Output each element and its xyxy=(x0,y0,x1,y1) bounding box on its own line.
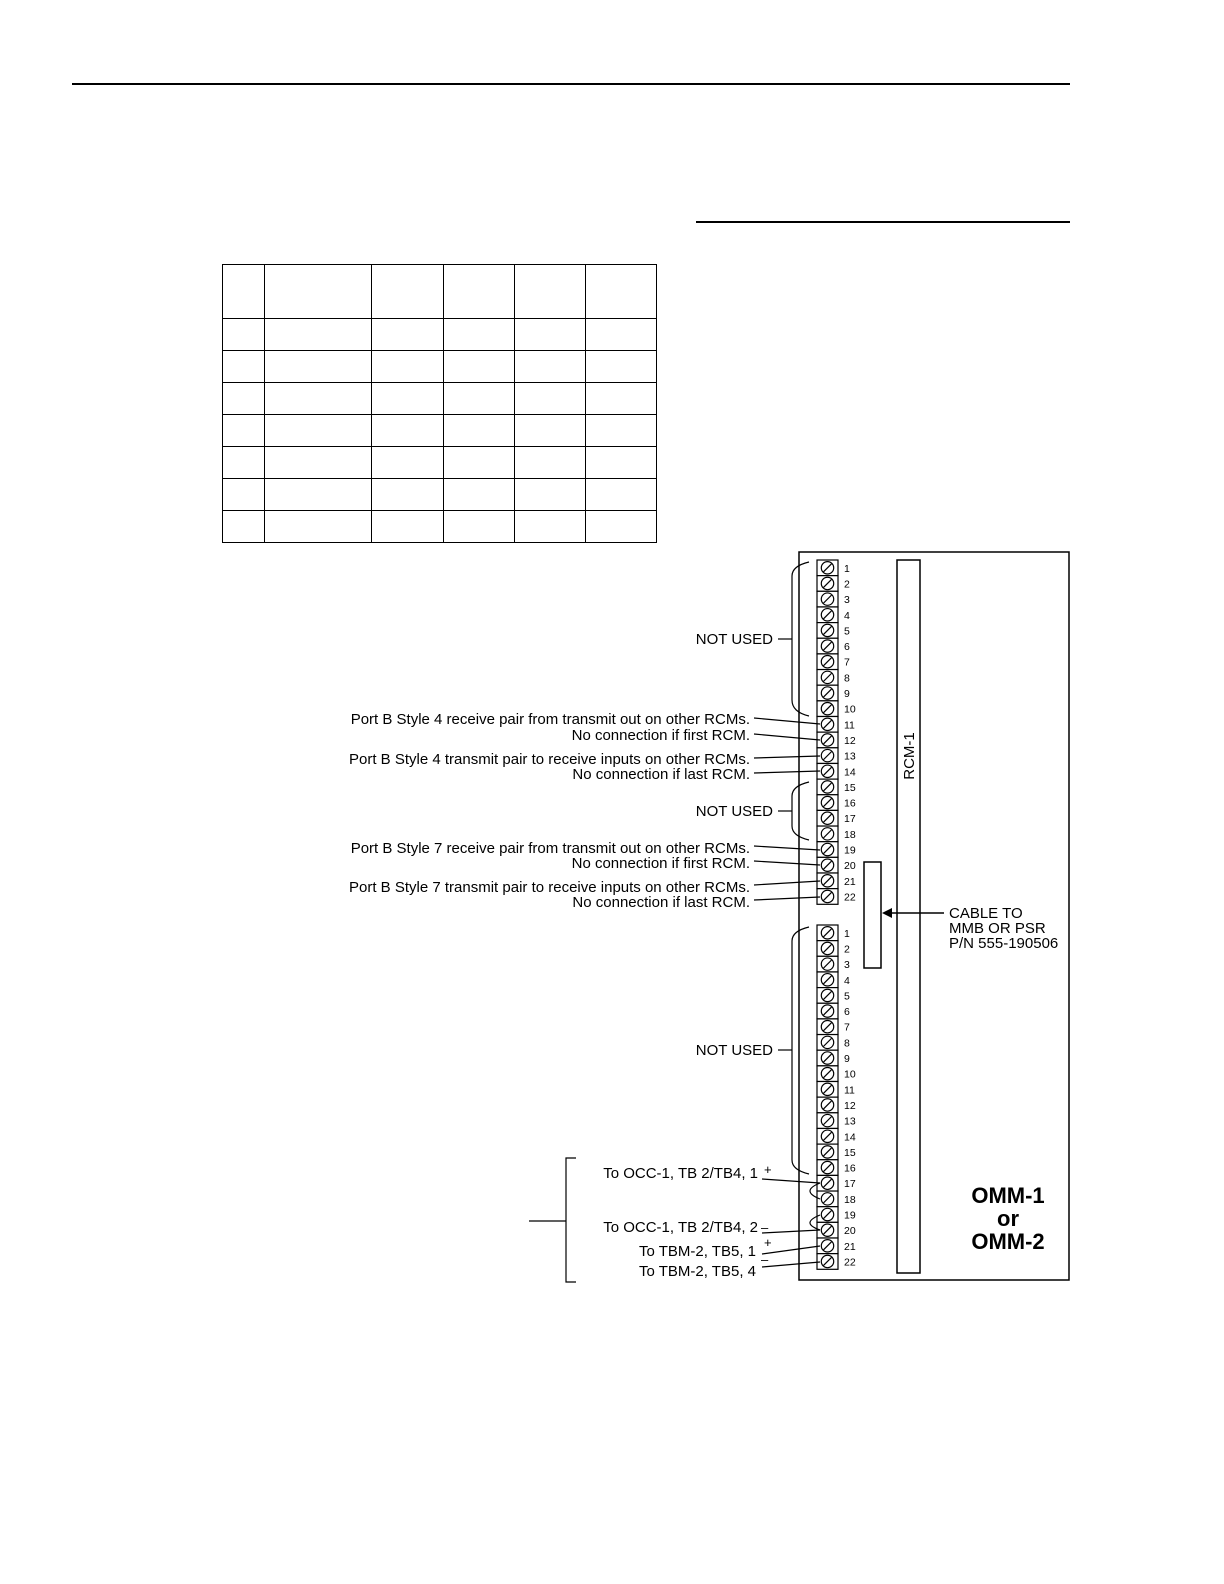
terminal-number: 22 xyxy=(844,1256,856,1269)
lower-terminal xyxy=(817,1113,856,1129)
polarity-minus-2: – xyxy=(761,1252,769,1267)
terminal-number: 3 xyxy=(844,959,850,972)
terminal-number: 11 xyxy=(844,1084,855,1097)
lower-terminal-block xyxy=(817,925,856,1269)
terminal-number: 14 xyxy=(844,766,856,779)
label-lower-t20: To OCC-1, TB 2/TB4, 2 xyxy=(603,1219,758,1236)
polarity-plus-1: + xyxy=(764,1162,772,1177)
upper-terminal xyxy=(817,748,856,764)
terminal-number: 10 xyxy=(844,1068,856,1081)
polarity-minus-1: – xyxy=(761,1220,769,1235)
upper-terminal xyxy=(817,560,850,576)
upper-terminal xyxy=(817,795,856,811)
terminal-number: 2 xyxy=(844,943,850,956)
terminal-number: 12 xyxy=(844,1099,856,1112)
upper-terminal xyxy=(817,857,856,873)
terminal-number: 5 xyxy=(844,625,850,638)
module-title-line3: OMM-2 xyxy=(971,1229,1045,1254)
terminal-number: 8 xyxy=(844,672,850,685)
label-lower-t22: To TBM-2, TB5, 4 xyxy=(639,1263,756,1280)
lower-terminal xyxy=(817,1050,850,1066)
upper-terminal xyxy=(817,670,850,686)
upper-terminal xyxy=(817,732,856,748)
terminal-number: 3 xyxy=(844,594,850,607)
lower-terminal xyxy=(817,1066,856,1082)
terminal-number: 4 xyxy=(844,609,850,622)
lower-terminal xyxy=(817,1160,856,1176)
lower-terminal xyxy=(817,1097,856,1113)
terminal-number: 1 xyxy=(844,562,850,575)
terminal-number: 7 xyxy=(844,1021,850,1034)
terminal-number: 13 xyxy=(844,750,856,763)
module-title-line1: OMM-1 xyxy=(971,1183,1045,1208)
lower-terminal xyxy=(817,1128,856,1144)
terminal-number: 9 xyxy=(844,688,850,701)
terminal-number: 14 xyxy=(844,1131,856,1144)
upper-terminal xyxy=(817,607,850,623)
cable-label-line3: P/N 555-190506 xyxy=(949,935,1059,952)
cable-arrow-head xyxy=(882,908,892,918)
terminal-number: 6 xyxy=(844,1006,850,1019)
lower-terminal xyxy=(817,972,850,988)
lower-terminal xyxy=(817,941,850,957)
rcm-label: RCM-1 xyxy=(901,732,918,780)
terminal-number: 21 xyxy=(844,1240,856,1253)
label-t12: No connection if first RCM. xyxy=(571,727,750,744)
terminal-number: 16 xyxy=(844,1162,856,1175)
terminal-number: 19 xyxy=(844,1209,856,1222)
upper-terminal xyxy=(817,701,856,717)
cable-label-line2: MMB OR PSR xyxy=(949,920,1046,937)
label-t21: Port B Style 7 transmit pair to receive inputs on other RCMs. xyxy=(349,879,750,896)
module-title-line2: or xyxy=(997,1206,1019,1231)
label-lower-t17: To OCC-1, TB 2/TB4, 1 xyxy=(603,1165,758,1182)
bracket-upper-15-18 xyxy=(792,782,809,840)
lower-terminal xyxy=(817,1144,856,1160)
terminal-number: 22 xyxy=(844,891,856,904)
not-used-label-1: NOT USED xyxy=(695,631,773,648)
label-t20: No connection if first RCM. xyxy=(571,855,750,872)
upper-terminal xyxy=(817,763,856,779)
bracket-lower-1-16 xyxy=(792,927,809,1174)
terminal-number: 11 xyxy=(844,719,855,732)
terminal-number: 4 xyxy=(844,974,850,987)
lower-terminal xyxy=(817,1191,856,1207)
terminal-number: 15 xyxy=(844,781,856,794)
not-used-label-3: NOT USED xyxy=(695,1042,773,1059)
upper-terminal xyxy=(817,889,856,905)
upper-terminal xyxy=(817,779,856,795)
lower-terminal xyxy=(817,1207,856,1223)
terminal-number: 1 xyxy=(844,927,850,940)
terminal-number: 7 xyxy=(844,656,850,669)
terminal-number: 12 xyxy=(844,734,856,747)
lower-terminal xyxy=(817,1019,850,1035)
not-used-label-2: NOT USED xyxy=(695,803,773,820)
terminal-number: 5 xyxy=(844,990,850,1003)
lower-terminal xyxy=(817,1222,856,1238)
cable-label-line1: CABLE TO xyxy=(949,905,1023,922)
bracket-upper-1-10 xyxy=(792,562,809,716)
upper-terminal xyxy=(817,842,856,858)
upper-terminal xyxy=(817,873,856,889)
terminal-number: 16 xyxy=(844,797,856,810)
lower-terminal xyxy=(817,925,850,941)
label-t13: Port B Style 4 transmit pair to receive inputs on other RCMs. xyxy=(349,751,750,768)
upper-terminal xyxy=(817,623,850,639)
lower-terminal xyxy=(817,988,850,1004)
cable-connector xyxy=(864,862,881,968)
upper-terminal xyxy=(817,717,855,733)
upper-terminal xyxy=(817,638,850,654)
label-t22: No connection if last RCM. xyxy=(572,894,750,911)
terminal-number: 19 xyxy=(844,844,856,857)
lower-terminal xyxy=(817,1082,855,1098)
upper-terminal xyxy=(817,810,856,826)
rcm-board xyxy=(897,560,920,1273)
terminal-number: 18 xyxy=(844,828,856,841)
lower-terminal xyxy=(817,1035,850,1051)
lower-terminal xyxy=(817,956,850,972)
label-lower-t21: To TBM-2, TB5, 1 xyxy=(639,1243,756,1260)
lower-terminal xyxy=(817,1254,856,1270)
module-outline xyxy=(799,552,1069,1280)
upper-terminal xyxy=(817,576,850,592)
terminal-number: 17 xyxy=(844,813,856,826)
terminal-number: 20 xyxy=(844,1225,856,1238)
upper-terminal xyxy=(817,685,850,701)
upper-terminal-block xyxy=(817,560,856,904)
terminal-number: 20 xyxy=(844,860,856,873)
lower-terminal xyxy=(817,1238,856,1254)
label-t14: No connection if last RCM. xyxy=(572,766,750,783)
upper-terminal xyxy=(817,826,856,842)
polarity-plus-2: + xyxy=(764,1235,772,1250)
terminal-number: 10 xyxy=(844,703,856,716)
terminal-number: 17 xyxy=(844,1178,856,1191)
terminal-number: 18 xyxy=(844,1193,856,1206)
terminal-number: 21 xyxy=(844,875,856,888)
label-t11: Port B Style 4 receive pair from transmit out on other RCMs. xyxy=(350,711,750,728)
terminal-number: 9 xyxy=(844,1053,850,1066)
terminal-number: 8 xyxy=(844,1037,850,1050)
upper-terminal xyxy=(817,591,850,607)
upper-terminal xyxy=(817,654,850,670)
terminal-number: 6 xyxy=(844,641,850,654)
terminal-number: 15 xyxy=(844,1146,856,1159)
lower-terminal xyxy=(817,1175,856,1191)
lower-terminal xyxy=(817,1003,850,1019)
terminal-number: 2 xyxy=(844,578,850,591)
label-t19: Port B Style 7 receive pair from transmit out on other RCMs. xyxy=(350,840,750,857)
terminal-number: 13 xyxy=(844,1115,856,1128)
